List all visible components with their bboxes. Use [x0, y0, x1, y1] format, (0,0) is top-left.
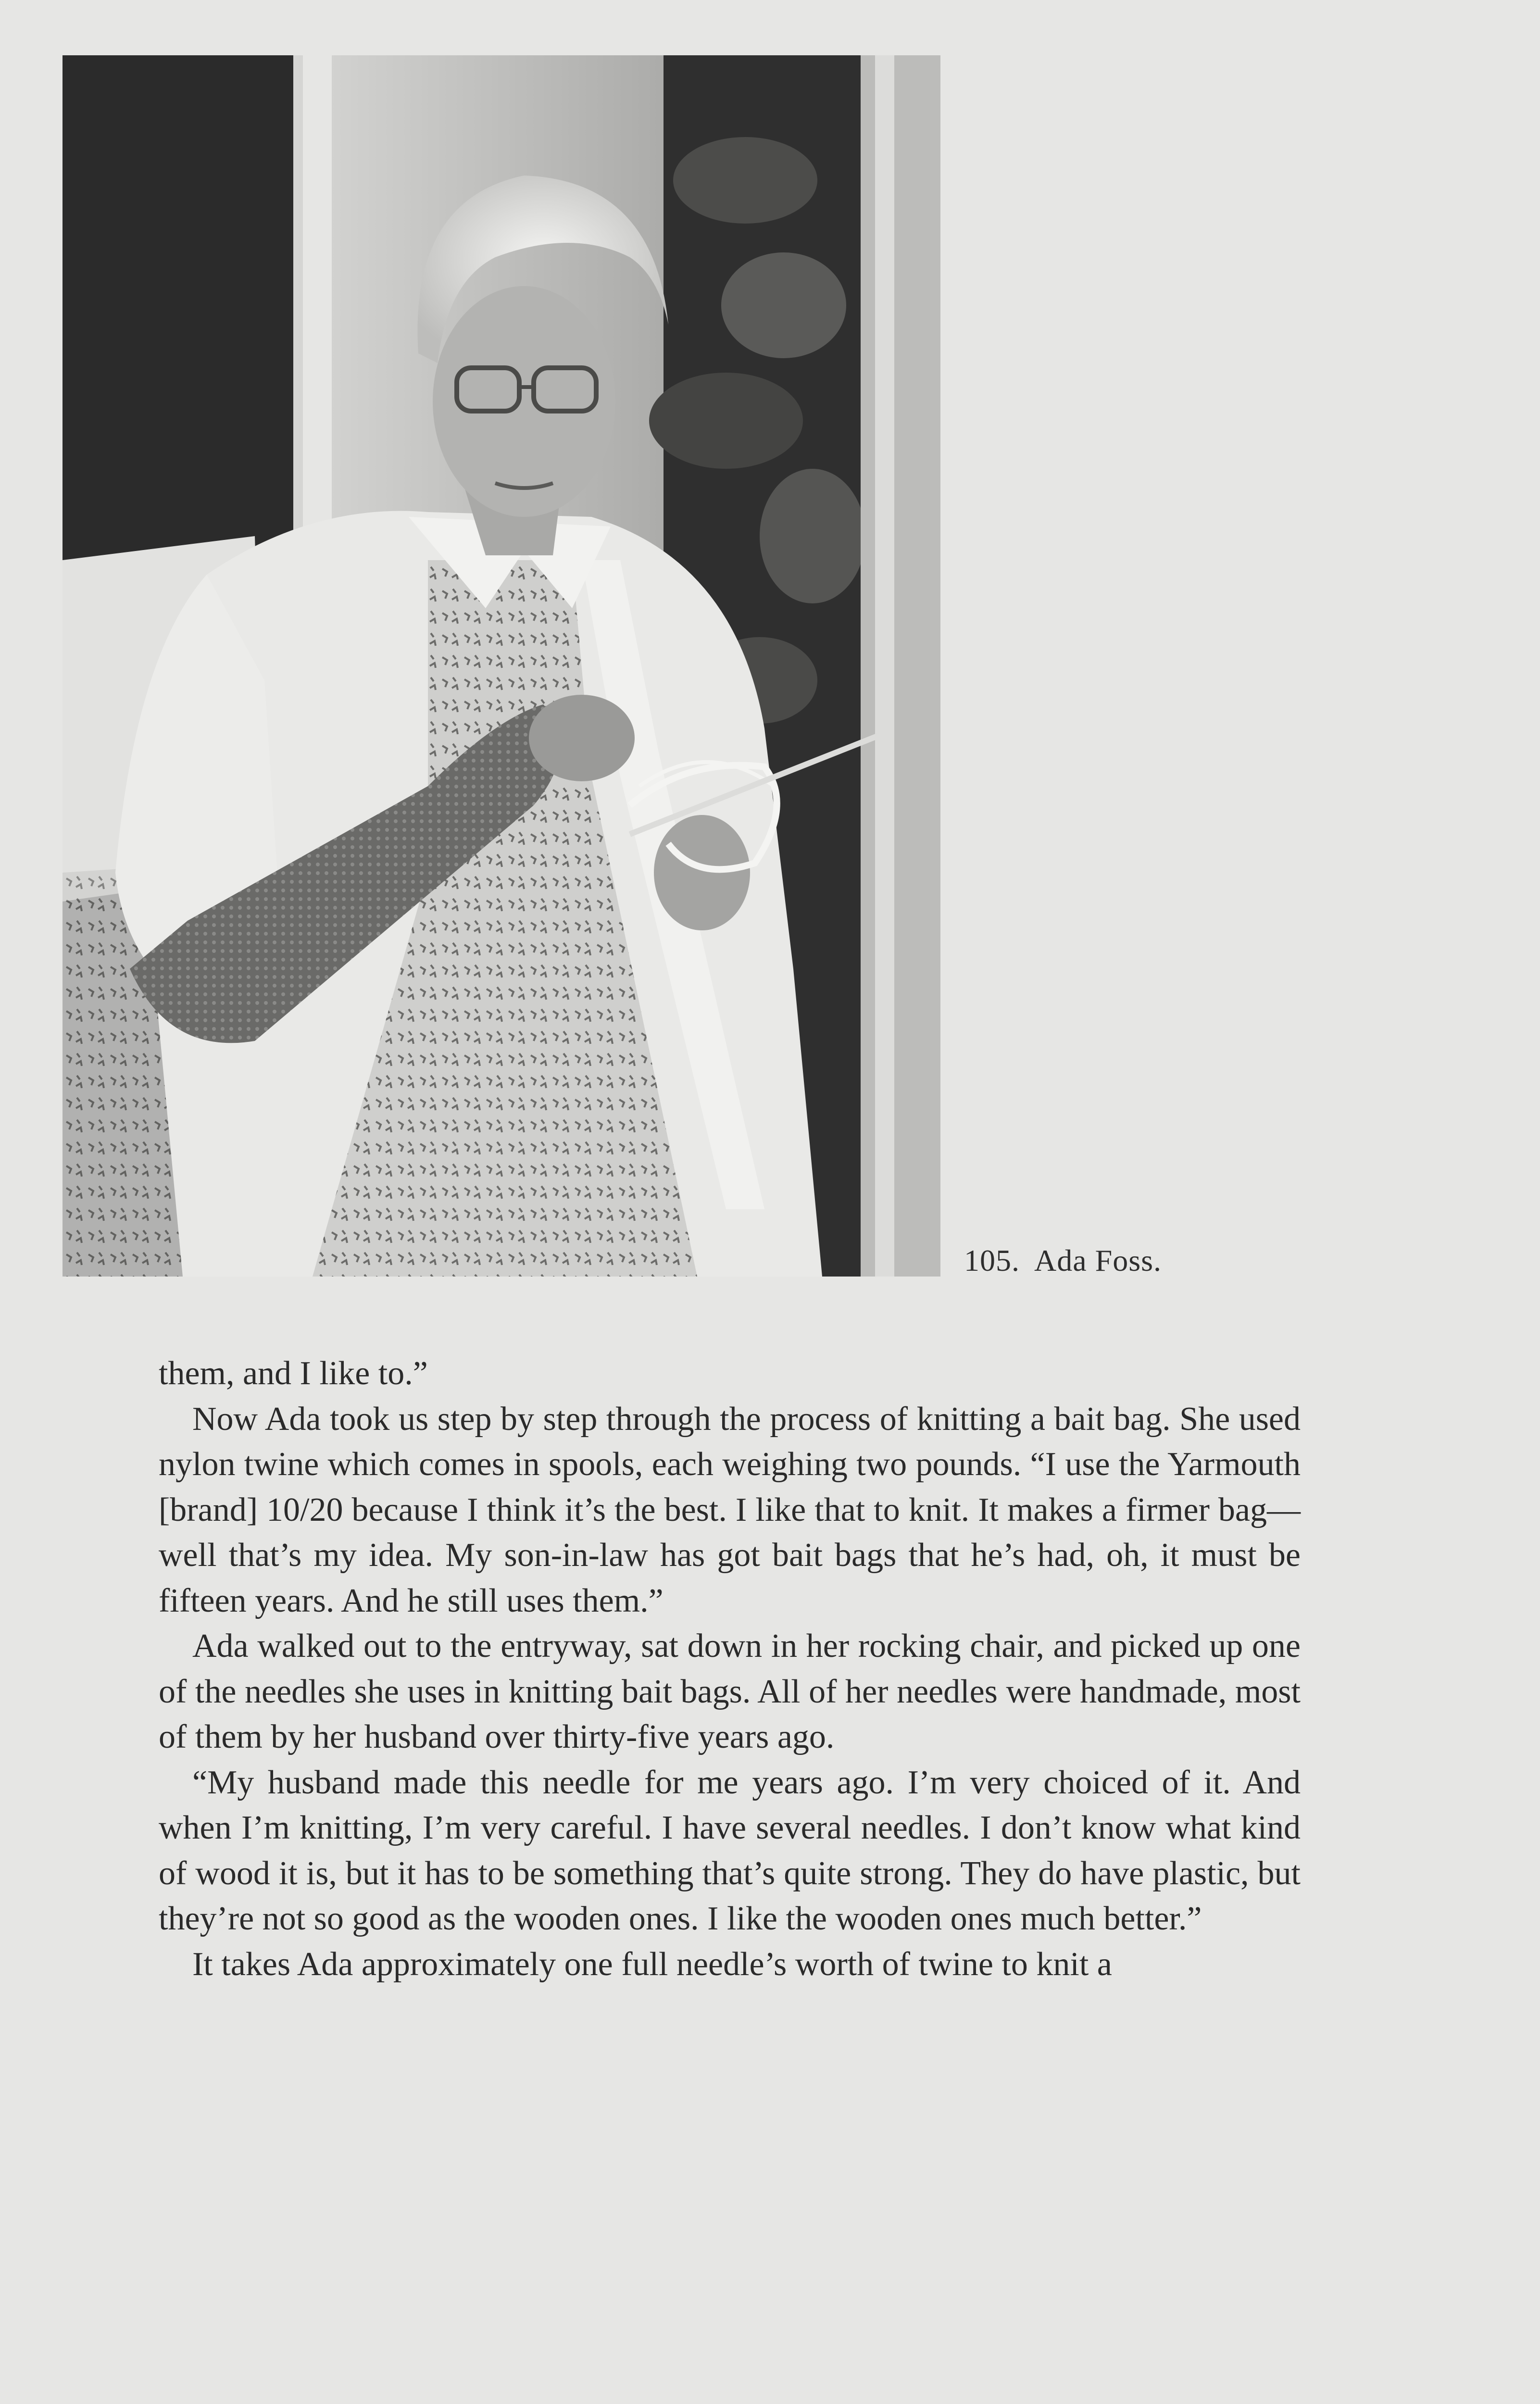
photo-illustration: [63, 55, 940, 1277]
body-text: [159, 1351, 1301, 1987]
photo-ada-foss: [63, 55, 940, 1277]
figure-number: 105.: [964, 1243, 1020, 1277]
paragraph: “My husband made this needle for me years ago. I’m very choiced of it. And when I’m knitting, I’m very careful. I have several needles. I don’t know what kind of wood it is, but it has to be something that’s quite strong. They do have plastic, but they’re not so good as the wooden ones. I like the wooden ones much better.”: [159, 1764, 1301, 1937]
figure-caption: [964, 1243, 1162, 1278]
paragraph: them, and I like to.”: [159, 1355, 428, 1392]
paragraph: It takes Ada approximately one full needle’s worth of twine to knit a: [192, 1945, 1112, 1983]
paragraph: Ada walked out to the entryway, sat down in her rocking chair, and picked up one of the needles she uses in knitting bait bags. All of her needles were handmade, most of them by her husband over thirty-five years ago.: [159, 1628, 1301, 1755]
figure-caption-text: Ada Foss.: [1034, 1243, 1162, 1277]
paragraph: Now Ada took us step by step through the process of knitting a bait bag. She used nylon twine which comes in spools, each weighing two pounds. “I use the Yarmouth [brand] 10/20 because I think it’s the best. I like that to knit. It makes a firmer bag—well that’s my idea. My son-in-law has got bait bags that he’s had, oh, it must be fifteen years. And he still uses them.”: [159, 1400, 1301, 1619]
